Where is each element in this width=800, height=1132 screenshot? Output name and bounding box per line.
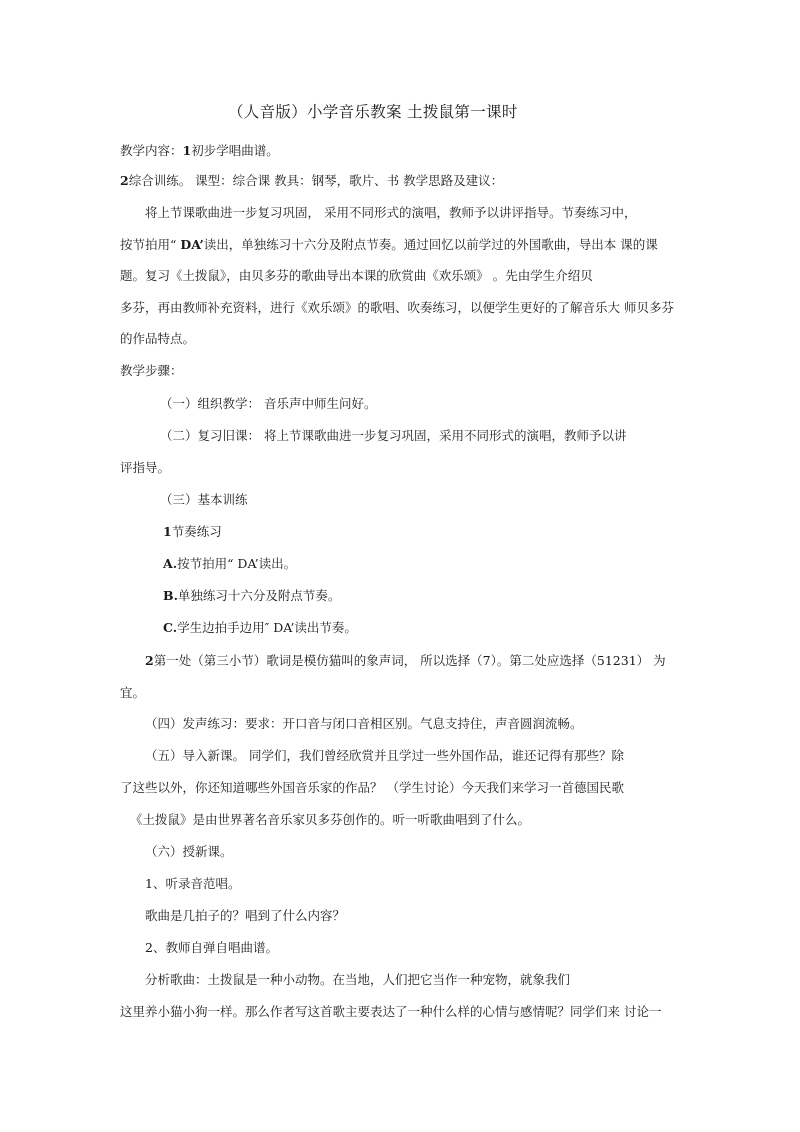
list-item: A.按节拍用“ DA’读出。	[163, 556, 297, 571]
text-line: 歌曲是几拍子的？唱到了什么内容？	[145, 908, 346, 923]
text-line: 1节奏练习	[163, 524, 222, 539]
text-line: 《土拨鼠》是由世界著名音乐家贝多芬创作的。听一听歌曲唱到了什么。	[130, 812, 531, 827]
text-line: 将上节课歌曲进一步复习巩固， 采用不同形式的演唱，教师予以讲评指导。节奏练习中，	[145, 205, 637, 220]
text-line: 宜。	[120, 685, 146, 700]
text-line: 题。复习《土拨鼠》，由贝多芬的歌曲导出本课的欣赏曲《欢乐颂》 。先由学生介绍贝	[120, 268, 593, 283]
text-line: 的作品特点。	[120, 331, 196, 346]
text-line: 分析歌曲：土拨鼠是一种小动物。在当地，人们把它当作一种宠物，就象我们	[145, 972, 571, 987]
text-line: （一）组织教学： 音乐声中师生问好。	[160, 396, 377, 411]
text-line: 评指导。	[120, 460, 171, 475]
text-line: 按节拍用“ DA’读出，单独练习十六分及附点节奏。通过回忆以前学过的外国歌曲，导出本 课的课	[120, 237, 658, 252]
list-item: C.学生边拍手边用″ DA’读出节奏。	[163, 620, 357, 635]
text-line: （二）复习旧课： 将上节课歌曲进一步复习巩固，采用不同形式的演唱，教师予以讲	[160, 428, 627, 443]
list-item: B.单独练习十六分及附点节奏。	[163, 588, 341, 603]
text-line: 2、教师自弹自唱曲谱。	[145, 940, 278, 955]
section-heading: 教学步骤：	[120, 363, 183, 378]
text-line: 多芬，再由教师补充资料，进行《欢乐颂》的歌唱、吹奏练习，以便学生更好的了解音乐大 师贝多芬	[120, 300, 674, 315]
text-line: 1、听录音范唱。	[145, 876, 241, 891]
text-line: （五）导入新课。 同学们，我们曾经欣赏并且学过一些外国作品，谁还记得有那些？除	[145, 748, 624, 763]
text-line: （三）基本训练	[160, 492, 248, 507]
text-line: 2第一处（第三小节）歌词是模仿猫叫的象声词， 所以选择（7）。第二处应选择（51231） 为	[145, 653, 666, 668]
text-line: 2综合训练。 课型：综合课 教具：钢琴，歌片、书 教学思路及建议：	[120, 173, 504, 188]
text-line: 教学内容：1初步学唱曲谱。	[120, 143, 279, 158]
text-line: 这里养小猫小狗一样。那么作者写这首歌主要表达了一种什么样的心情与感情呢？同学们来 讨论一	[120, 1004, 662, 1019]
text-line: （四）发声练习：要求：开口音与闭口音相区别。气息支持住，声音圆润流畅。	[145, 716, 583, 731]
text-line: 了这些以外，你还知道哪些外国音乐家的作品？ （学生讨论）今天我们来学习一首德国民歌	[120, 780, 624, 795]
text-line: （六）授新课。	[145, 844, 233, 859]
page-title: （人音版）小学音乐教案 土拨鼠第一课时	[228, 103, 518, 121]
